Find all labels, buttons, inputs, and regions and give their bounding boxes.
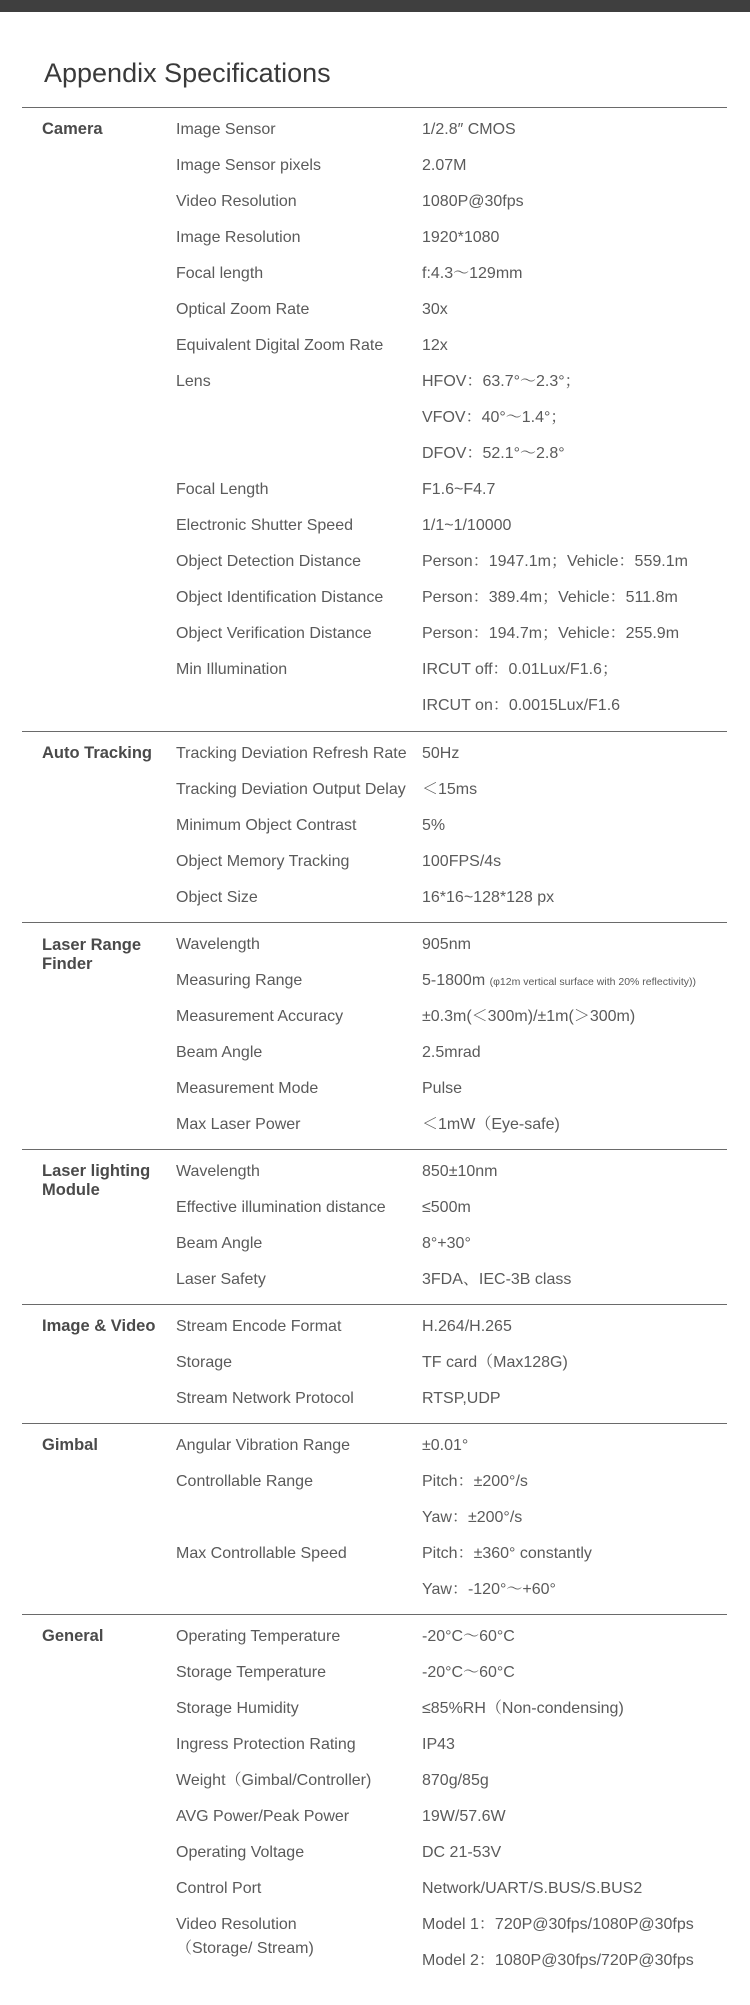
spec-label: Beam Angle <box>176 1044 263 1061</box>
spec-value <box>422 969 696 994</box>
spec-label: AVG Power/Peak Power <box>176 1808 350 1825</box>
spec-value: 2.5mrad <box>422 1044 481 1061</box>
spec-value: Model 1：720P@30fps/1080P@30fps <box>422 1916 694 1933</box>
spec-label: Wavelength <box>176 1163 260 1180</box>
spec-label: Operating Voltage <box>176 1844 305 1861</box>
spec-label: Object Identification Distance <box>176 589 384 606</box>
section-title-image-video: Image & Video <box>42 1317 156 1335</box>
spec-value: VFOV：40°～1.4°； <box>422 409 567 426</box>
spec-value: H.264/H.265 <box>422 1318 512 1335</box>
spec-label: Angular Vibration Range <box>176 1437 351 1454</box>
spec-label: Max Controllable Speed <box>176 1545 347 1562</box>
spec-label: Tracking Deviation Output Delay <box>176 781 406 798</box>
spec-label: Beam Angle <box>176 1235 263 1252</box>
spec-value: 12x <box>422 337 448 354</box>
spec-label: Equivalent Digital Zoom Rate <box>176 337 384 354</box>
spec-label: Max Laser Power <box>176 1116 301 1133</box>
section-title-laser-lighting-module: Laser lighting Module <box>42 1162 151 1199</box>
spec-label: Object Verification Distance <box>176 625 372 642</box>
spec-label: Image Sensor pixels <box>176 157 321 174</box>
spec-value: RTSP,UDP <box>422 1390 501 1407</box>
spec-label: Tracking Deviation Refresh Rate <box>176 745 407 762</box>
spec-label: Storage Temperature <box>176 1664 327 1681</box>
section-divider <box>22 1614 727 1615</box>
section-divider <box>22 1423 727 1424</box>
spec-label: Minimum Object Contrast <box>176 817 357 834</box>
spec-value: HFOV：63.7°～2.3°； <box>422 373 581 390</box>
section-title-auto-tracking: Auto Tracking <box>42 744 153 762</box>
spec-label: Storage Humidity <box>176 1700 299 1717</box>
spec-value: DFOV：52.1°～2.8° <box>422 445 565 462</box>
spec-value: 19W/57.6W <box>422 1808 506 1825</box>
spec-label: Ingress Protection Rating <box>176 1736 356 1753</box>
section-divider <box>22 731 727 732</box>
page-title: Appendix Specifications <box>44 58 331 88</box>
spec-value: ＜1mW（Eye-safe) <box>422 1116 560 1133</box>
spec-label: Video Resolution <box>176 193 297 210</box>
spec-value: Network/UART/S.BUS/S.BUS2 <box>422 1880 643 1897</box>
spec-label: Controllable Range <box>176 1473 313 1490</box>
spec-value: ±0.01° <box>422 1437 469 1454</box>
spec-value: ±0.3m(＜300m)/±1m(＞300m) <box>422 1008 636 1025</box>
measuring-range-value: 5-1800m <box>422 972 486 989</box>
spec-label: Measuring Range <box>176 972 303 989</box>
spec-label: Measurement Accuracy <box>176 1008 344 1025</box>
spec-value: Pitch：±360° constantly <box>422 1545 592 1562</box>
spec-label: Lens <box>176 373 211 390</box>
spec-label: Object Size <box>176 889 258 906</box>
spec-label: Optical Zoom Rate <box>176 301 310 318</box>
spec-label: Storage <box>176 1354 233 1371</box>
spec-value: F1.6~F4.7 <box>422 481 496 498</box>
spec-value: IP43 <box>422 1736 455 1753</box>
spec-value: -20°C～60°C <box>422 1664 515 1681</box>
spec-value: ＜15ms <box>422 781 478 798</box>
section-title-general: General <box>42 1627 104 1645</box>
spec-label: Image Sensor <box>176 121 276 138</box>
spec-value: ≤85%RH（Non-condensing) <box>422 1700 624 1717</box>
spec-label: Measurement Mode <box>176 1080 319 1097</box>
section-title-laser-range-finder: Laser Range Finder <box>42 936 142 973</box>
spec-label: Stream Encode Format <box>176 1318 342 1335</box>
spec-label: Image Resolution <box>176 229 301 246</box>
section-divider <box>22 107 727 108</box>
spec-value: Yaw：±200°/s <box>422 1509 523 1526</box>
spec-label: Wavelength <box>176 936 260 953</box>
spec-value: Person：389.4m；Vehicle：511.8m <box>422 589 678 606</box>
section-divider <box>22 1304 727 1305</box>
spec-value: 30x <box>422 301 448 318</box>
spec-value: -20°C～60°C <box>422 1628 515 1645</box>
spec-value: f:4.3～129mm <box>422 265 523 282</box>
spec-label: Focal length <box>176 265 264 282</box>
spec-value: 905nm <box>422 936 471 953</box>
section-divider <box>22 922 727 923</box>
spec-value: 50Hz <box>422 745 460 762</box>
spec-value: Pitch：±200°/s <box>422 1473 528 1490</box>
spec-value: Model 2：1080P@30fps/720P@30fps <box>422 1952 694 1969</box>
spec-label: Object Detection Distance <box>176 553 361 570</box>
spec-label: （Storage/ Stream) <box>176 1940 314 1957</box>
spec-value: 1920*1080 <box>422 229 500 246</box>
spec-label: Effective illumination distance <box>176 1199 386 1216</box>
spec-value: Pulse <box>422 1080 463 1097</box>
spec-value: DC 21-53V <box>422 1844 502 1861</box>
spec-value: IRCUT off：0.01Lux/F1.6； <box>422 661 618 678</box>
spec-value: 1/1~1/10000 <box>422 517 512 534</box>
spec-value: IRCUT on：0.0015Lux/F1.6 <box>422 697 621 714</box>
spec-value: 1080P@30fps <box>422 193 524 210</box>
spec-label: Weight（Gimbal/Controller) <box>176 1772 372 1789</box>
spec-value: Person：1947.1m；Vehicle：559.1m <box>422 553 688 570</box>
spec-value: 1/2.8″ CMOS <box>422 121 516 138</box>
spec-label: Stream Network Protocol <box>176 1390 354 1407</box>
spec-value: TF card（Max128G) <box>422 1354 568 1371</box>
spec-label: Min Illumination <box>176 661 288 678</box>
spec-value: 850±10nm <box>422 1163 498 1180</box>
top-bar <box>0 0 750 12</box>
spec-value: 8°+30° <box>422 1235 471 1252</box>
spec-label: Control Port <box>176 1880 262 1897</box>
spec-value: 100FPS/4s <box>422 853 502 870</box>
spec-label: Laser Safety <box>176 1271 266 1288</box>
section-title-camera: Camera <box>42 120 103 138</box>
spec-label: Operating Temperature <box>176 1628 341 1645</box>
spec-value: Yaw：-120°～+60° <box>422 1581 556 1598</box>
spec-label: Video Resolution <box>176 1916 297 1933</box>
spec-value: 2.07M <box>422 157 467 174</box>
spec-label: Object Memory Tracking <box>176 853 350 870</box>
section-title-gimbal: Gimbal <box>42 1436 98 1454</box>
spec-label: Focal Length <box>176 481 269 498</box>
spec-label: Electronic Shutter Speed <box>176 517 353 534</box>
spec-value: Person：194.7m；Vehicle：255.9m <box>422 625 680 642</box>
spec-value: 16*16~128*128 px <box>422 889 555 906</box>
spec-value: 870g/85g <box>422 1772 489 1789</box>
spec-value: 3FDA、IEC-3B class <box>422 1271 572 1288</box>
spec-value: 5% <box>422 817 446 834</box>
section-divider <box>22 1149 727 1150</box>
measuring-range-note: (φ12m vertical surface with 20% reflectivity)) <box>489 976 696 988</box>
spec-value: ≤500m <box>422 1199 471 1216</box>
